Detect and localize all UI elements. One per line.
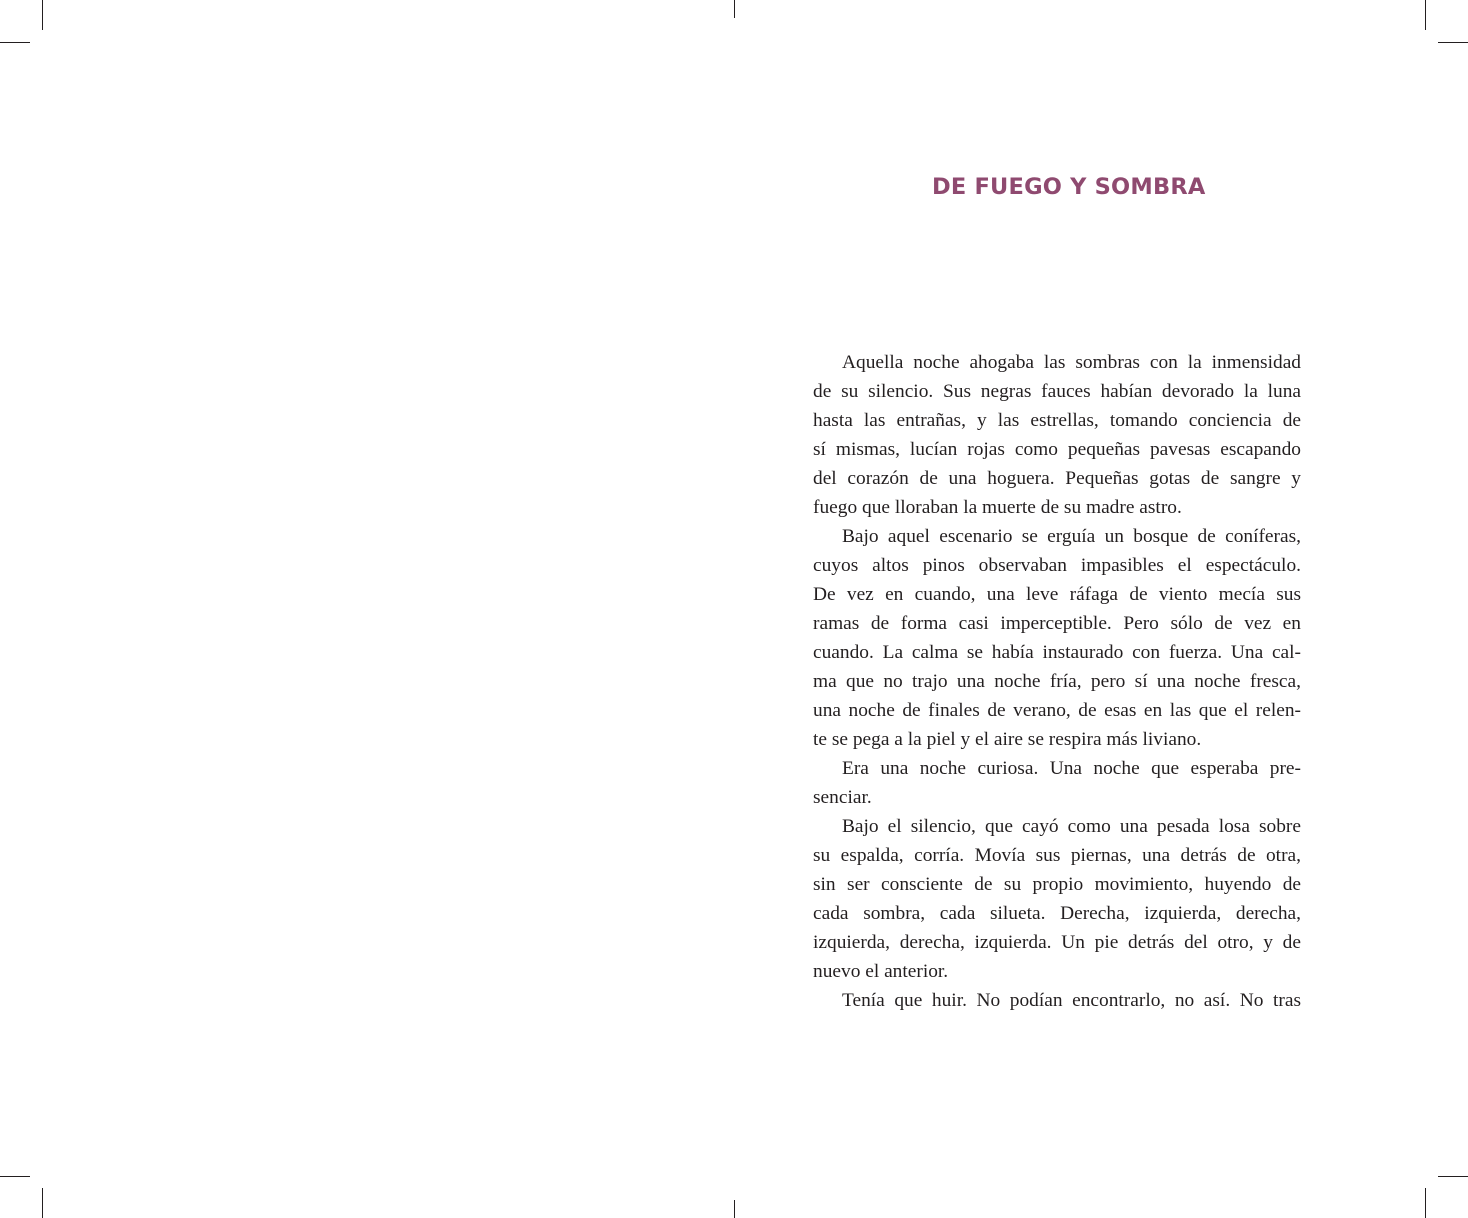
chapter-title: DE FUEGO Y SOMBRA bbox=[932, 174, 1206, 200]
text-line: nuevo el anterior. bbox=[813, 961, 949, 982]
text-line: Aquella noche ahogaba las sombras con la inmensidad bbox=[842, 352, 1301, 373]
text-line: del corazón de una hoguera. Pequeñas gotas de sangre y bbox=[813, 468, 1301, 489]
text-line: Bajo el silencio, que cayó como una pesada losa sobre bbox=[842, 816, 1301, 837]
text-line: De vez en cuando, una leve ráfaga de viento mecía sus bbox=[813, 584, 1301, 605]
text-line: su espalda, corría. Movía sus piernas, una detrás de otra, bbox=[813, 845, 1301, 866]
text-line: de su silencio. Sus negras fauces habían devorado la luna bbox=[813, 381, 1301, 402]
text-line: cuyos altos pinos observaban impasibles el espectáculo. bbox=[813, 555, 1301, 576]
text-line: Tenía que huir. No podían encontrarlo, no así. No tras bbox=[842, 990, 1301, 1011]
text-line: Bajo aquel escenario se erguía un bosque de coníferas, bbox=[842, 526, 1301, 547]
text-line: senciar. bbox=[813, 787, 872, 808]
text-line: cuando. La calma se había instaurado con fuerza. Una cal- bbox=[813, 642, 1301, 663]
text-line: sí mismas, lucían rojas como pequeñas pavesas escapando bbox=[813, 439, 1301, 460]
text-line: te se pega a la piel y el aire se respira más liviano. bbox=[813, 729, 1202, 750]
text-line: una noche de finales de verano, de esas en las que el relen- bbox=[813, 700, 1301, 721]
text-line: ma que no trajo una noche fría, pero sí una noche fresca, bbox=[813, 671, 1301, 692]
chapter-body-text bbox=[813, 348, 1301, 1015]
text-line: izquierda, derecha, izquierda. Un pie detrás del otro, y de bbox=[813, 932, 1301, 953]
text-line: hasta las entrañas, y las estrellas, tomando conciencia de bbox=[813, 410, 1301, 431]
text-line: ramas de forma casi imperceptible. Pero sólo de vez en bbox=[813, 613, 1301, 634]
text-line: Era una noche curiosa. Una noche que esperaba pre- bbox=[842, 758, 1301, 779]
text-line: sin ser consciente de su propio movimiento, huyendo de bbox=[813, 874, 1301, 895]
text-line: cada sombra, cada silueta. Derecha, izquierda, derecha, bbox=[813, 903, 1301, 924]
text-line: fuego que lloraban la muerte de su madre astro. bbox=[813, 497, 1182, 518]
